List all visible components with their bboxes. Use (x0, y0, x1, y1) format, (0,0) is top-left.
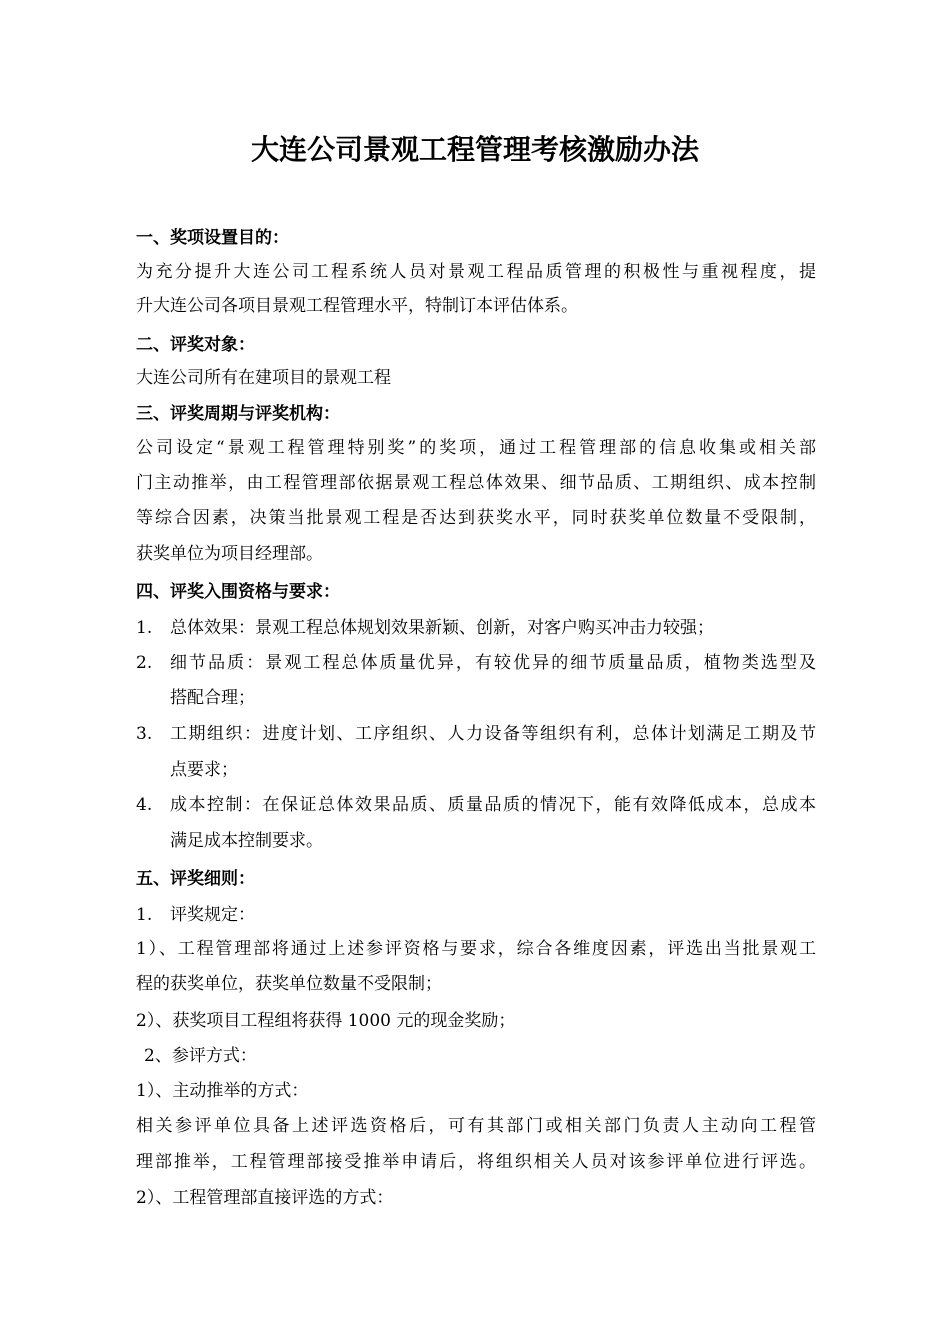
section-heading-rules: 五、评奖细则： (136, 869, 255, 889)
list-number: 1. (136, 905, 153, 925)
paragraph-line: 等综合因素，决策当批景观工程是否达到获奖水平，同时获奖单位数量不受限制， (136, 508, 816, 528)
paragraph-line: 理部推举，工程管理部接受推举申请后，将组织相关人员对该参评单位进行评选。 (136, 1152, 816, 1172)
list-item-line: 满足成本控制要求。 (170, 831, 323, 851)
paragraph-line: 2）、工程管理部直接评选的方式： (136, 1188, 394, 1208)
list-number: 4. (136, 795, 153, 815)
paragraph-line: 获奖单位为项目经理部。 (136, 544, 323, 564)
paragraph-line: 1）、工程管理部将通过上述参评资格与要求，综合各维度因素，评选出当批景观工 (136, 939, 816, 959)
section-heading-purpose: 一、奖项设置目的： (136, 228, 289, 248)
subsection-label: 评奖规定： (170, 905, 255, 925)
list-number: 1. (136, 618, 153, 638)
paragraph-line: 程的获奖单位，获奖单位数量不受限制； (136, 974, 442, 994)
list-number: 2. (136, 653, 153, 673)
list-item-line: 点要求； (170, 760, 238, 780)
list-item-line: 细节品质：景观工程总体质量优异，有较优异的细节质量品质，植物类选型及 (170, 653, 816, 673)
list-number: 3. (136, 724, 153, 744)
list-item-line: 搭配合理； (170, 688, 255, 708)
paragraph-line: 大连公司所有在建项目的景观工程 (136, 368, 391, 388)
list-item-line: 工期组织：进度计划、工序组织、人力设备等组织有利，总体计划满足工期及节 (170, 724, 816, 744)
document-title: 大连公司景观工程管理考核激励办法 (250, 133, 699, 166)
subsection-label: 2、参评方式： (144, 1046, 257, 1066)
paragraph-line: 公司设定“景观工程管理特别奖”的奖项，通过工程管理部的信息收集或相关部 (136, 438, 816, 458)
paragraph-line: 升大连公司各项目景观工程管理水平，特制订本评估体系。 (136, 296, 578, 316)
paragraph-line: 门主动推举，由工程管理部依据景观工程总体效果、细节品质、工期组织、成本控制 (136, 473, 816, 493)
section-heading-target: 二、评奖对象： (136, 335, 255, 355)
list-item-line: 总体效果：景观工程总体规划效果新颖、创新，对客户购买冲击力较强； (170, 618, 714, 638)
paragraph-line: 2）、获奖项目工程组将获得 1000 元的现金奖励； (136, 1011, 516, 1031)
section-heading-qualification: 四、评奖入围资格与要求： (136, 582, 340, 602)
paragraph-line: 相关参评单位具备上述评选资格后，可有其部门或相关部门负责人主动向工程管 (136, 1116, 816, 1136)
paragraph-line: 为充分提升大连公司工程系统人员对景观工程品质管理的积极性与重视程度，提 (136, 262, 816, 282)
section-heading-cycle: 三、评奖周期与评奖机构： (136, 404, 340, 424)
paragraph-line: 1）、主动推举的方式： (136, 1081, 309, 1101)
list-item-line: 成本控制：在保证总体效果品质、质量品质的情况下，能有效降低成本，总成本 (170, 795, 816, 815)
